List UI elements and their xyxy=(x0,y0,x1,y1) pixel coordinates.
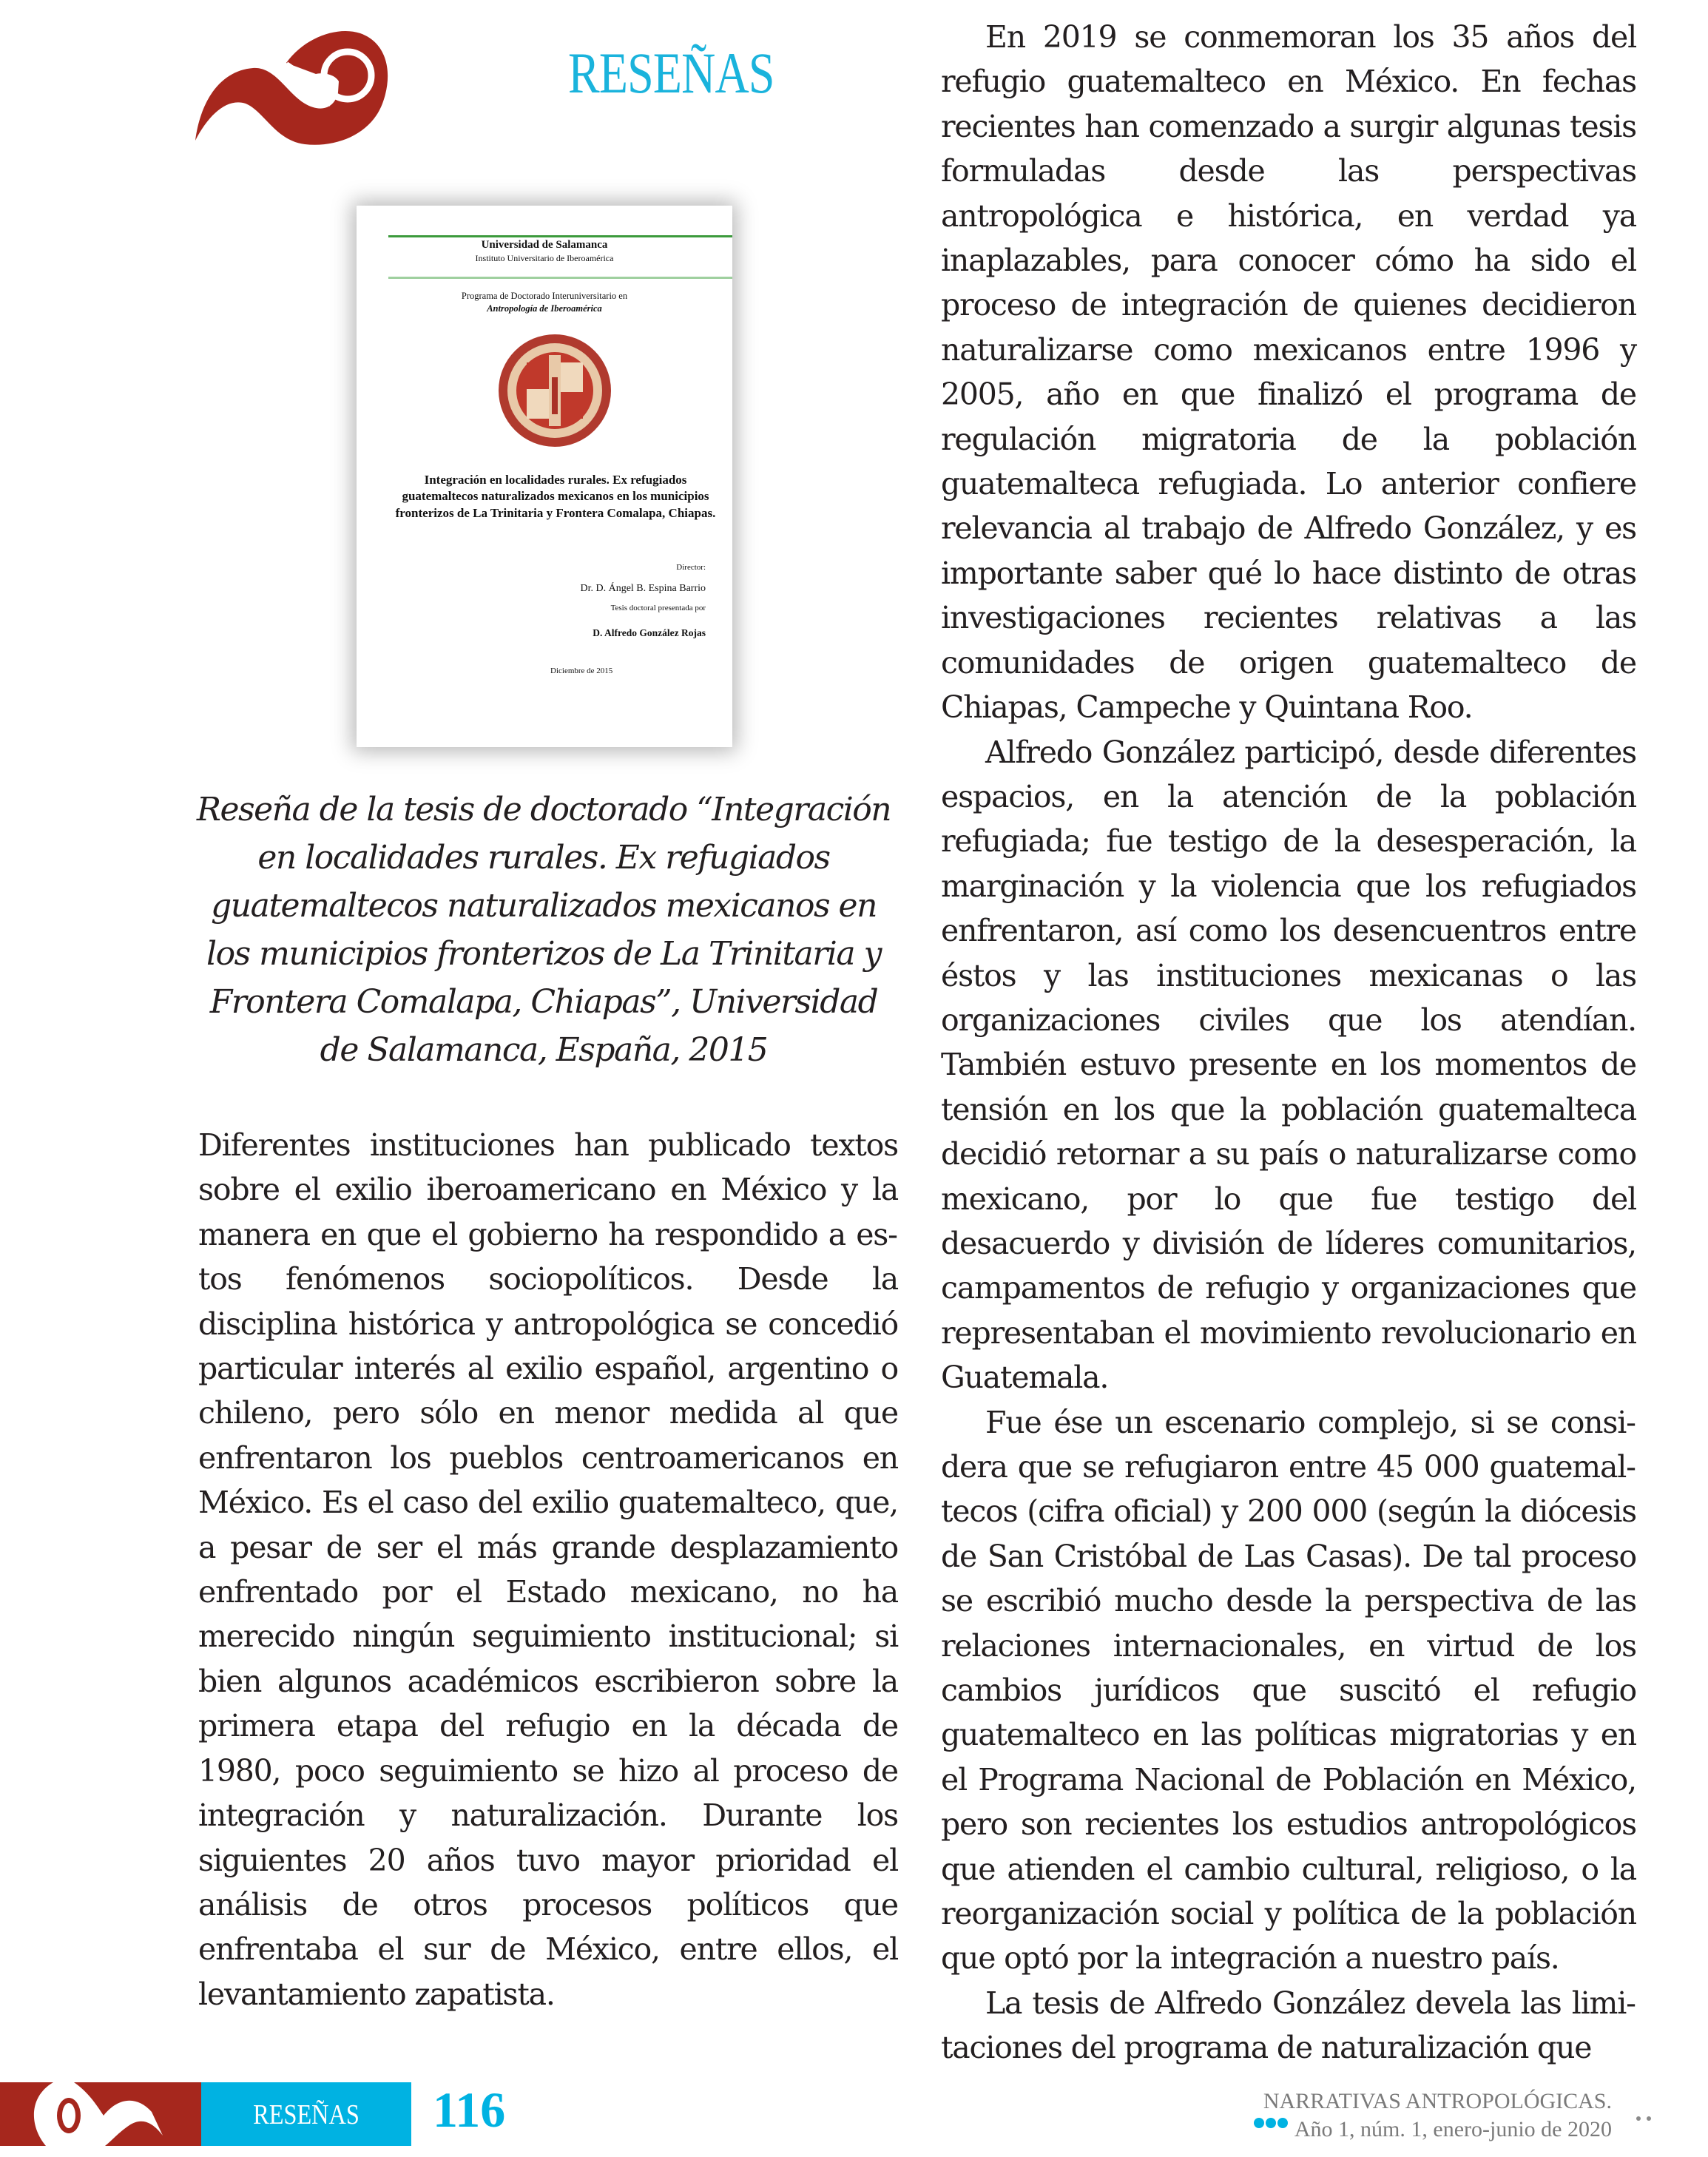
right-column xyxy=(941,15,1636,2070)
cover-date: Diciembre de 2015 xyxy=(550,666,613,675)
journal-logo-icon xyxy=(194,30,394,148)
left-column xyxy=(198,1123,898,2016)
cover-presented-by: Tesis doctoral presentada por xyxy=(610,604,706,612)
section-title: RESEÑAS xyxy=(568,41,774,105)
university-seal-icon xyxy=(497,333,612,448)
footer-section-label xyxy=(201,2082,411,2146)
divider xyxy=(388,277,732,279)
thesis-cover-image xyxy=(357,206,732,747)
review-caption: Reseña de la tesis de doctorado “Integración en localidades rurales. Ex refugiados guatemaltecos naturalizados mexicanos en los municipios fronterizos de La Trinitaria y Frontera Comalapa, Chiapas”, Universidad de Salamanca, España, 2015 xyxy=(196,791,891,1069)
footer-logo-block xyxy=(0,2082,201,2146)
paragraph: Fue ése un escenario complejo, si se considera que se refugiaron entre 45 000 guatemaltecos (cifra oficial) y 200 000 (según la diócesis de San Cristóbal de Las Casas). De tal proceso se escribió mucho desde la perspectiva de las relaciones internacionales, en virtud de los cambios jurídicos que suscitó el refugio guatemalteco en las políticas migratorias y en el Programa Nacional de Población en México, pero son recientes los estudios antropológicos que atienden el cambio cultural, religioso, o la reorganización social y política de la población que optó por la integración a nuestro país. xyxy=(941,1404,1636,1977)
cover-director-label: Director: xyxy=(676,563,706,572)
dots-decoration-icon xyxy=(1636,2110,1657,2124)
page-number: 116 xyxy=(433,2082,506,2138)
footer-logo-icon xyxy=(0,2082,201,2146)
cover-institute: Instituto Universitario de Iberoamérica xyxy=(475,253,614,263)
cover-title: Integración en localidades rurales. Ex refugiados guatemaltecos naturalizados mexicanos en los municipios fronterizos de La Trinitaria y Frontera Comalapa, Chiapas. xyxy=(395,473,716,520)
paragraph: En 2019 se conmemoran los 35 años del refugio guatemalteco en México. En fechas recientes han comenzado a surgir algunas tesis formuladas desde las perspectivas antropológica e histórica, en verdad ya inaplazables, para conocer cómo ha sido el proceso de integración de quienes decidieron naturalizarse como mexicanos entre 1996 y 2005, año en que finalizó el programa de regulación migratoria de la población guatemalteca refugiada. Lo anterior confiere relevancia al trabajo de Alfredo González, y es importante saber qué lo hace distinto de otras investigaciones recientes relativas a las comunidades de origen guatemalteco de Chiapas, Campeche y Quintana Roo. xyxy=(941,19,1636,726)
cover-university: Universidad de Salamanca xyxy=(481,239,608,251)
cover-author: D. Alfredo González Rojas xyxy=(593,627,706,638)
paragraph: Alfredo González participó, desde diferentes espacios, en la atención de la población refugiada; fue testigo de la desesperación, la marginación y la violencia que los refugiados enfrentaron, así como los desencuentros entre éstos y las instituciones mexicanas o las organizaciones civiles que los atendían. También estuvo presente en los momentos de tensión en los que la población guatemalteca decidió retornar a su país o naturalizarse como mexicano, por lo que fue testigo del desacuerdo y división de líderes comunitarios, campamentos de refugio y organizaciones que representaban el movimiento revolucionario en Guatemala. xyxy=(941,734,1636,1396)
footer-section-text: RESEÑAS xyxy=(253,2099,360,2130)
divider xyxy=(388,235,732,237)
journal-name: NARRATIVAS ANTROPOLÓGICAS. xyxy=(1263,2089,1612,2113)
paragraph: La tesis de Alfredo González devela las limitaciones del programa de naturalización que xyxy=(941,1985,1636,2066)
paragraph: Diferentes instituciones han publicado textos sobre el exilio iberoamericano en México y la manera en que el gobierno ha respondido a estos fenómenos sociopolíticos. Desde la disciplina histórica y antropológica se concedió particular interés al exilio español, argentino o chileno, pero sólo en menor medida al que enfrentaron los pueblos centroamericanos en México. Es el caso del exilio guatemalteco, que, a pesar de ser el más grande desplazamiento enfrentado por el Estado mexicano, no ha merecido ningún seguimiento institucional; si bien algunos académicos escribieron sobre la primera etapa del refugio en la década de 1980, poco seguimiento se hizo al proceso de integración y naturalización. Durante los siguientes 20 años tuvo mayor prioridad el análisis de otros procesos políticos que enfrentaba el sur de México, entre ellos, el levantamiento zapatista. xyxy=(198,1127,898,2012)
cover-program: Programa de Doctorado Interuniversitario en xyxy=(461,291,628,301)
cover-director-name: Dr. D. Ángel B. Espina Barrio xyxy=(580,583,706,594)
journal-issue: Año 1, núm. 1, enero-junio de 2020 xyxy=(1294,2117,1612,2141)
cover-program-name: Antropología de Iberoamérica xyxy=(487,303,602,314)
journal-info xyxy=(1263,2087,1612,2144)
